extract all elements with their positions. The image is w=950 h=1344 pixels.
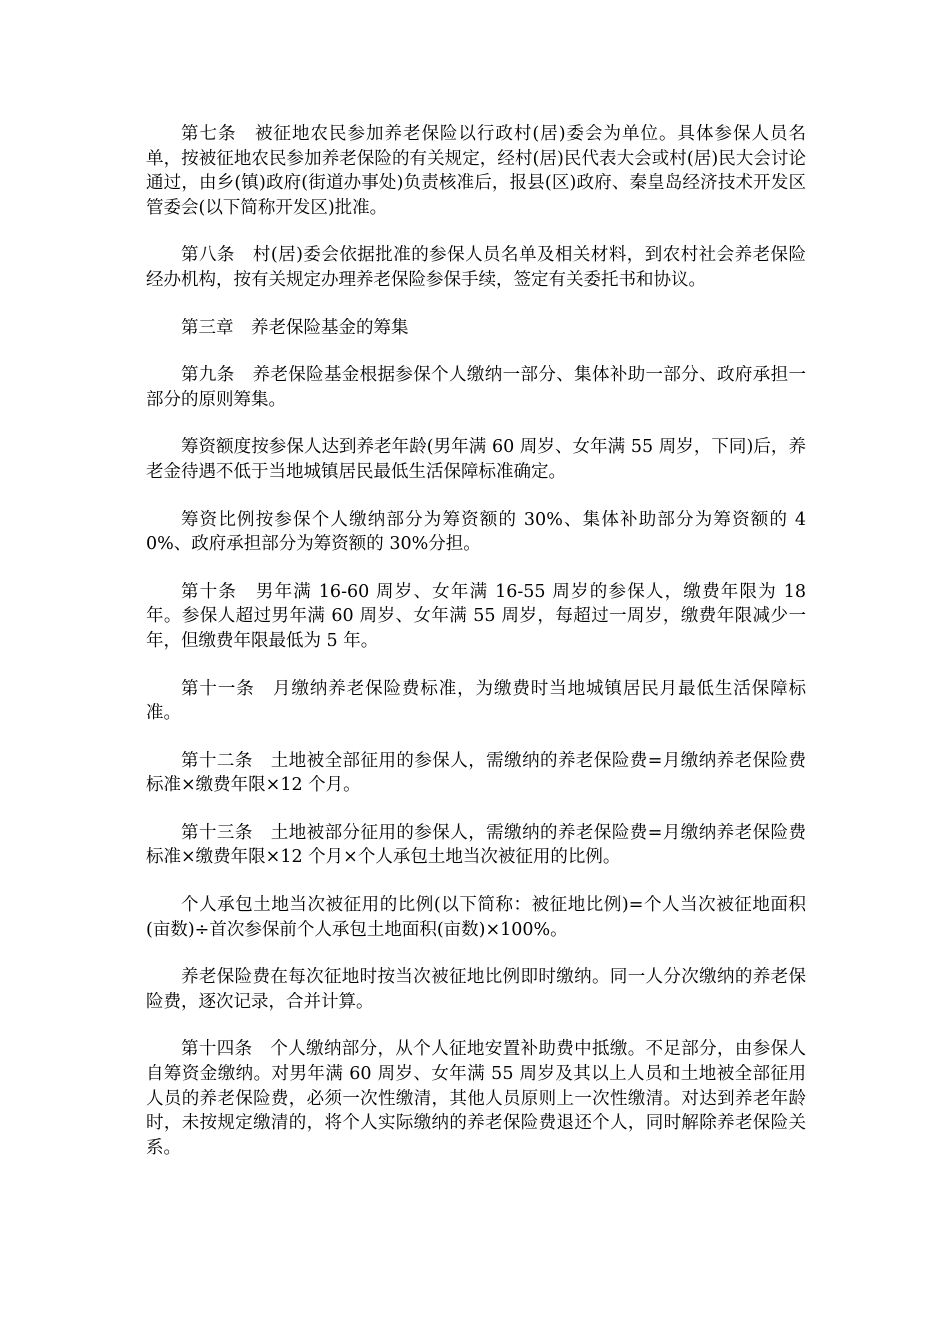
article-7-paragraph: 第七条 被征地农民参加养老保险以行政村(居)委会为单位。具体参保人员名单，按被征地农民参加养老保险的有关规定，经村(居)民代表大会或村(居)民大会讨论通过，由乡(镇)政府(街道办事处)负责核准后，报县(区)政府、秦皇岛经济技术开发区管委会(以下简称开发区)批准。: [146, 124, 806, 218]
article-14-paragraph: 第十四条 个人缴纳部分，从个人征地安置补助费中抵缴。不足部分，由参保人自筹资金缴纳。对男年满 60 周岁、女年满 55 周岁及其以上人员和土地被全部征用人员的养老保险费，必须一次性缴清，其他人员原则上一次性缴清。对达到养老年龄时，未按规定缴清的，将个人实际缴纳的养老保险费退还个人，同时解除养老保险关系。: [146, 1039, 806, 1158]
article-10-paragraph: 第十条 男年满 16-60 周岁、女年满 16-55 周岁的参保人，缴费年限为 18 年。参保人超过男年满 60 周岁、女年满 55 周岁，每超过一周岁，缴费年限减少一年，但缴费年限最低为 5 年。: [146, 581, 812, 651]
article-13-paragraph: 第十三条 土地被部分征用的参保人，需缴纳的养老保险费=月缴纳养老保险费标准×缴费年限×12 个月×个人承包土地当次被征用的比例。: [146, 822, 806, 868]
article-11-paragraph: 第十一条 月缴纳养老保险费标准，为缴费时当地城镇居民月最低生活保障标准。: [146, 678, 806, 724]
article-9-paragraph: 第九条 养老保险基金根据参保个人缴纳一部分、集体补助一部分、政府承担一部分的原则筹集。: [146, 365, 806, 410]
payment-timing-paragraph: 养老保险费在每次征地时按当次被征地比例即时缴纳。同一人分次缴纳的养老保险费，逐次记录，合并计算。: [146, 967, 806, 1012]
document-body: [146, 122, 812, 1183]
article-8-paragraph: 第八条 村(居)委会依据批准的参保人员名单及相关材料，到农村社会养老保险经办机构，按有关规定办理养老保险参保手续，签定有关委托书和协议。: [146, 245, 806, 290]
land-ratio-paragraph: 个人承包土地当次被征用的比例(以下简称：被征地比例)=个人当次被征地面积(亩数)÷首次参保前个人承包土地面积(亩数)×100%。: [146, 895, 806, 940]
article-12-paragraph: 第十二条 土地被全部征用的参保人，需缴纳的养老保险费=月缴纳养老保险费标准×缴费年限×12 个月。: [146, 750, 806, 796]
funding-ratio-paragraph: 筹资比例按参保个人缴纳部分为筹资额的 30%、集体补助部分为筹资额的 40%、政府承担部分为筹资额的 30%分担。: [146, 509, 806, 555]
chapter-3-heading: 第三章 养老保险基金的筹集: [181, 317, 409, 338]
funding-amount-paragraph: 筹资额度按参保人达到养老年龄(男年满 60 周岁、女年满 55 周岁，下同)后，养老金待遇不低于当地城镇居民最低生活保障标准确定。: [146, 437, 806, 482]
